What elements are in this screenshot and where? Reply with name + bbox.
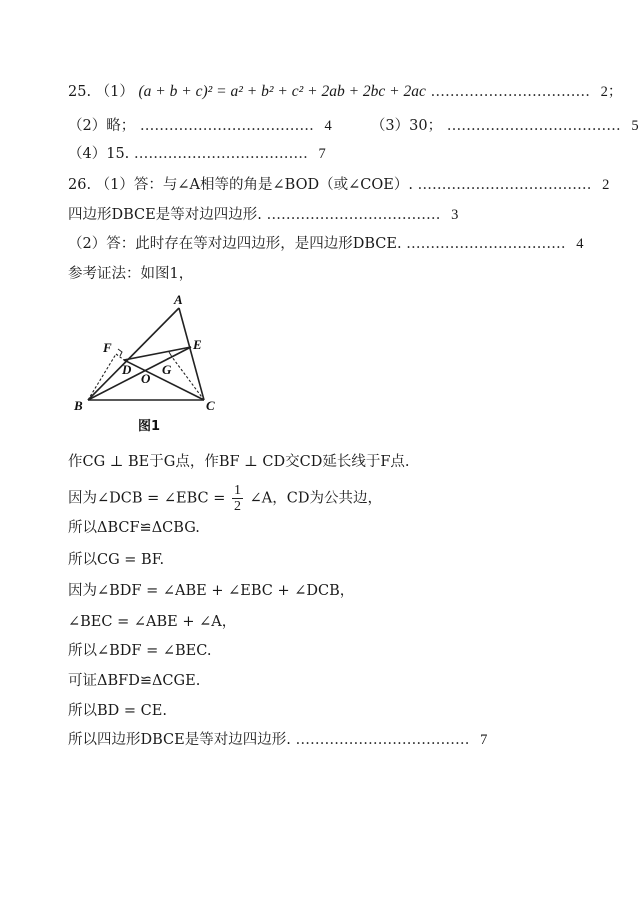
q25-part1-formula: (a + b + c)² = a² + b² + c² + 2ab + 2bc + 2ac: [138, 83, 426, 100]
q26-line1-text: （1）答：与∠A相等的角是∠BOD（或∠COE）.: [95, 177, 413, 193]
q26-line2-score: 3: [451, 207, 459, 223]
q26-number: 26.: [68, 177, 92, 193]
q25-part4-dots: ………………………………: [133, 146, 308, 162]
label-c: C: [206, 398, 215, 413]
proof-line-2-tail: ∠A，CD为公共边，: [249, 490, 382, 507]
figure-caption: 图1: [138, 419, 161, 434]
q26-line2-dots: ………………………………: [266, 207, 441, 223]
dashed-cg: [172, 357, 204, 400]
q26-line2: [68, 205, 458, 225]
q26-line1: [68, 175, 609, 195]
proof-line-6: ∠BEC = ∠ABE + ∠A，: [68, 614, 237, 630]
q25-part4-line: [68, 144, 326, 164]
final-dots: ………………………………: [295, 732, 470, 748]
q25-part2-score: 4: [324, 118, 332, 134]
proof-line-9: 所以BD = CE.: [68, 703, 167, 719]
proof-line-3: 所以ΔBCF≌ΔCBG.: [68, 520, 200, 536]
q25-part1-score: 2；: [600, 84, 623, 100]
edge-ac: [179, 308, 204, 400]
geometry-figure: [66, 290, 236, 440]
q26-line3: [68, 234, 584, 254]
q25-part2-dots: ………………………………: [139, 118, 314, 134]
proof-line-2-head: 因为∠DCB = ∠EBC =: [68, 490, 231, 507]
right-angle-f: [118, 349, 122, 356]
final-score: 7: [480, 732, 488, 748]
proof-line-1: 作CG ⊥ BE于G点，作BF ⊥ CD交CD延长线于F点.: [68, 454, 410, 470]
q26-line1-score: 2: [602, 177, 610, 193]
label-f: F: [103, 340, 112, 355]
proof-line-5: 因为∠BDF = ∠ABE + ∠EBC + ∠DCB，: [68, 583, 355, 599]
proof-line-7: 所以∠BDF = ∠BEC.: [68, 643, 212, 659]
q26-line3-score: 4: [576, 236, 584, 252]
q26-line2-text: 四边形DBCE是等对边四边形.: [68, 207, 262, 223]
fraction-numerator: 1: [234, 483, 242, 498]
proof-conclusion: 所以四边形DBCE是等对边四边形.: [68, 732, 291, 748]
q26-line4-text: 参考证法：如图1，: [68, 266, 194, 282]
label-a: A: [174, 292, 183, 307]
label-e: E: [193, 337, 202, 352]
q25-part2-line: [68, 116, 639, 136]
label-b: B: [74, 398, 83, 413]
q25-part3-dots: ………………………………: [446, 118, 621, 134]
q25-part1-dots: ……………………………: [430, 84, 590, 100]
q25-part3-score: 5: [631, 118, 639, 134]
q25-number: 25.: [68, 84, 92, 100]
proof-line-2: [68, 483, 382, 514]
q25-part2-label: （2）略；: [68, 118, 136, 134]
q25-part1-label: （1）: [95, 84, 134, 100]
q26-line3-dots: ……………………………: [406, 236, 566, 252]
label-g: G: [162, 362, 172, 377]
fraction-denominator: 2: [234, 499, 242, 514]
proof-line-8: 可证ΔBFD≌ΔCGE.: [68, 673, 201, 689]
fraction-one-half: [232, 483, 243, 514]
proof-line-10: [68, 730, 487, 750]
label-d: D: [122, 362, 132, 377]
q25-part4-label: （4）15.: [68, 146, 130, 162]
q26-line3-text: （2）答：此时存在等对边四边形，是四边形DBCE.: [68, 236, 402, 252]
q26-line1-dots: ………………………………: [417, 177, 592, 193]
edge-ab: [88, 308, 179, 400]
q25-part3-label: （3）30；: [370, 118, 443, 134]
q25-part4-score: 7: [318, 146, 326, 162]
proof-line-4: 所以CG = BF.: [68, 552, 165, 568]
label-o: O: [141, 371, 151, 386]
q25-part1-line: [68, 82, 622, 102]
q26-line4: [68, 264, 193, 284]
